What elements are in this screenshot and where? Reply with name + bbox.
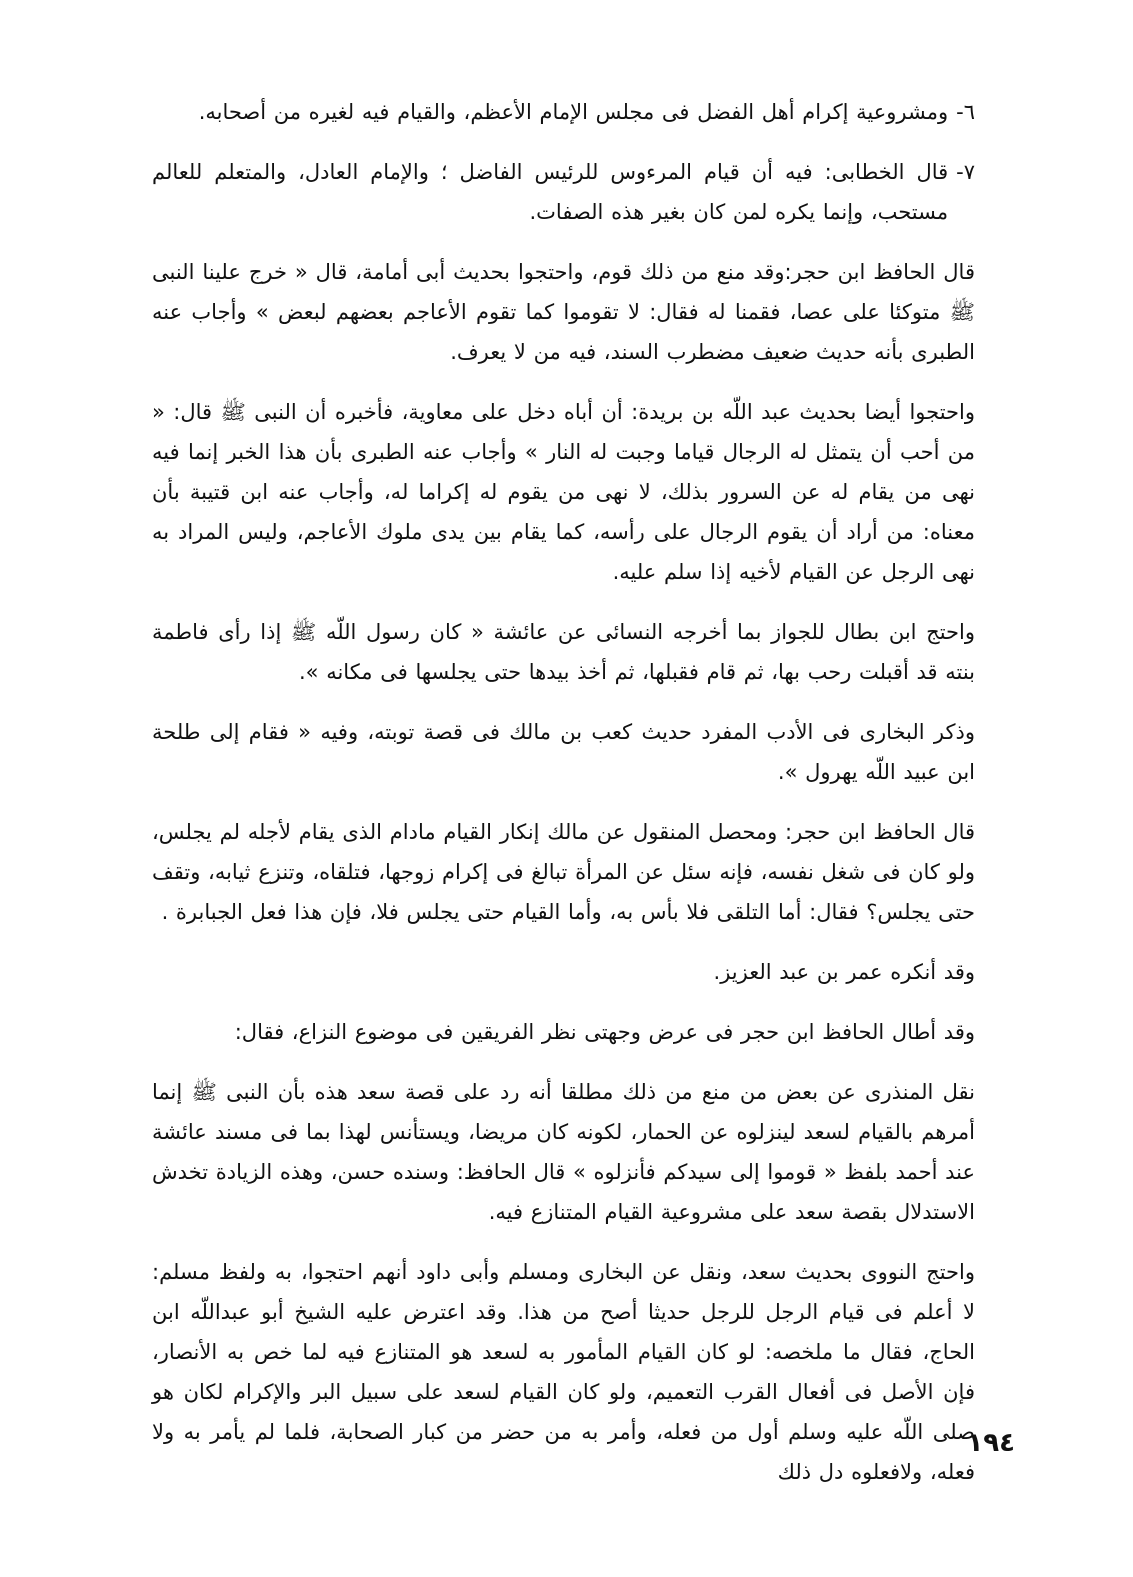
paragraph-bukhari-adab: وذكر البخارى فى الأدب المفرد حديث كعب بن مالك فى قصة توبته، وفيه « فقام إلى طلحة ابن عبيد اللّه يهرول ». <box>152 720 975 784</box>
paragraph-ibn-burayda: واحتجوا أيضا بحديث عبد اللّه بن بريدة: أن أباه دخل على معاوية، فأخبره أن النبى ﷺ قال: « من أحب أن يتمثل له الرجال قياما وجبت له النار » وأجاب عنه الطبرى بأن هذا الخبر إنما فيه نهى من يقام له عن السرور بذلك، لا نهى من يقوم له إكراما له، وأجاب عنه ابن قتيبة بأن معناه: من أراد أن يقوم الرجال على رأسه، كما يقام بين يدى ملوك الأعاجم، وليس المراد به نهى الرجل عن القيام لأخيه إذا سلم عليه. <box>152 400 975 584</box>
item-text: قال الخطابى: فيه أن قيام المرءوس للرئيس الفاضل ؛ والإمام العادل، والمتعلم للعالم مستحب، وإنما يكره لمن كان بغير هذه الصفات. <box>152 160 949 224</box>
paragraph-ibn-battal: واحتج ابن بطال للجواز بما أخرجه النسائى عن عائشة « كان رسول اللّه ﷺ إذا رأى فاطمة بنته قد أقبلت رحب بها، ثم قام فقبلها، ثم أخذ بيدها حتى يجلسها فى مكانه ». <box>152 620 975 684</box>
paragraph-ibn-hajar-abu-umama: قال الحافظ ابن حجر:وقد منع من ذلك قوم، واحتجوا بحديث أبى أمامة، قال « خرج علينا النبى ﷺ متوكئا على عصا، فقمنا له فقال: لا تقوموا كما تقوم الأعاجم بعضهم لبعض » وأجاب عنه الطبرى بأنه حديث ضعيف مضطرب السند، فيه من لا يعرف. <box>152 260 975 364</box>
paragraph-two-views: وقد أطال الحافظ ابن حجر فى عرض وجهتى نظر الفريقين فى موضوع النزاع، فقال: <box>234 1020 975 1044</box>
paragraph-nawawi: واحتج النووى بحديث سعد، ونقل عن البخارى ومسلم وأبى داود أنهم احتجوا، به ولفظ مسلم: لا أعلم فى قيام الرجل للرجل حديثا أصح من هذا. وقد اعترض عليه الشيخ أبو عبداللّه ابن الحاج، فقال ما ملخصه: لو كان القيام المأمور به لسعد هو المتنازع فيه لما خص به الأنصار، فإن الأصل فى أفعال القرب التعميم، ولو كان القيام لسعد على سبيل البر والإكرام لكان هو صلى اللّه عليه وسلم أول من فعله، وأمر به من حضر من كبار الصحابة، فلما لم يأمر به ولا فعله، ولافعلوه دل ذلك <box>152 1260 975 1484</box>
item-text: ومشروعية إكرام أهل الفضل فى مجلس الإمام الأعظم، والقيام فيه لغيره من أصحابه. <box>198 100 949 124</box>
paragraph-umar: وقد أنكره عمر بن عبد العزيز. <box>713 960 975 984</box>
numbered-item-7 <box>152 152 975 232</box>
paragraph-mundhiri: نقل المنذرى عن بعض من منع من ذلك مطلقا أنه رد على قصة سعد هذه بأن النبى ﷺ إنما أمرهم بالقيام لسعد لينزلوه عن الحمار، لكونه كان مريضا، ويستأنس لهذا بما فى مسند عائشة عند أحمد بلفظ « قوموا إلى سيدكم فأنزلوه » قال الحافظ: وسنده حسن، وهذه الزيادة تخدش الاستدلال بقصة سعد على مشروعية القيام المتنازع فيه. <box>152 1080 975 1224</box>
page-number: ١٩٤ <box>967 1428 1015 1458</box>
paragraph-malik: قال الحافظ ابن حجر: ومحصل المنقول عن مالك إنكار القيام مادام الذى يقام لأجله لم يجلس، ولو كان فى شغل نفسه، فإنه سئل عن المرأة تبالغ فى إكرام زوجها، فتلقاه، وتنزع ثيابه، وتقف حتى يجلس؟ فقال: أما التلقى فلا بأس به، وأما القيام حتى يجلس فلا، فإن هذا فعل الجبابرة . <box>152 820 975 924</box>
numbered-item-6 <box>152 92 975 132</box>
item-number: ٧- <box>956 160 975 184</box>
page-body <box>152 92 975 1512</box>
item-number: ٦- <box>956 100 975 124</box>
